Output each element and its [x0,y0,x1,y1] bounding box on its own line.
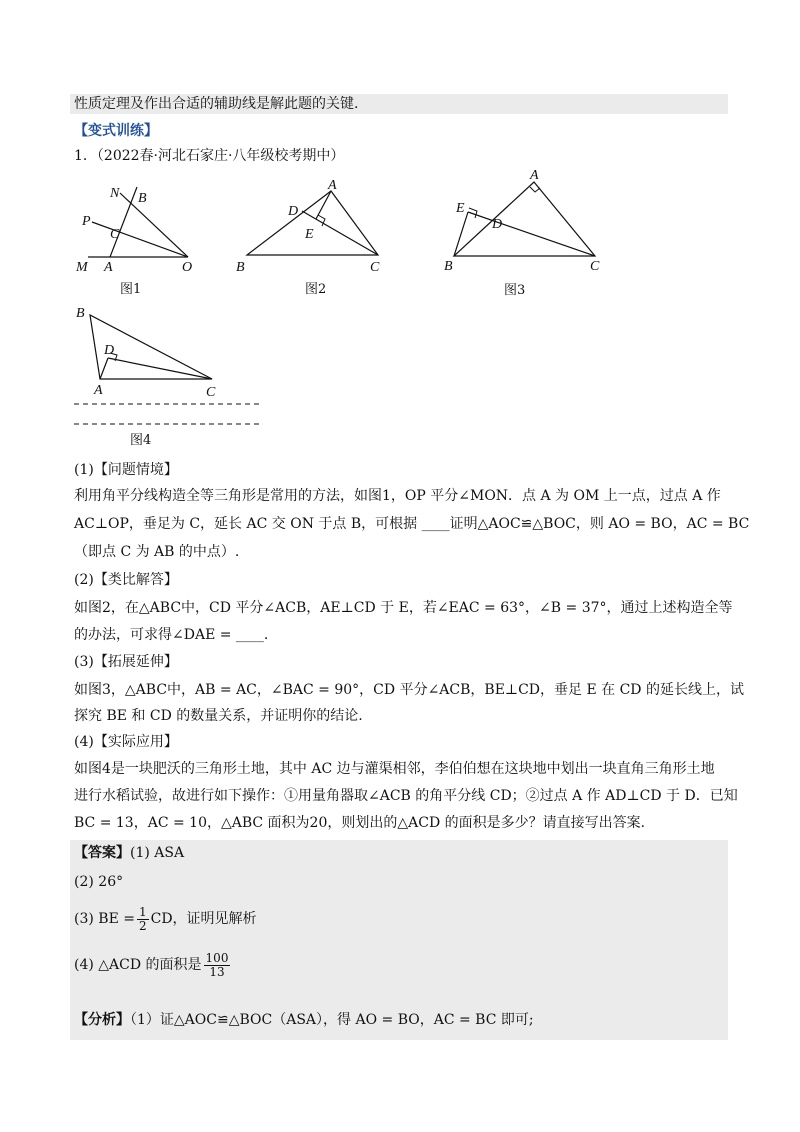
fig3-label-E: E [456,201,465,216]
fig3-caption: 图3 [504,283,526,298]
fig2-label-C: C [370,260,380,275]
figure-3 [440,168,610,298]
answer-3-denominator: 2 [138,918,147,933]
section-title: 【变式训练】 [74,123,158,139]
fig4-label-C: C [206,385,216,400]
part4-line2: 进行水稻试验，故进行如下操作：①用量角器取∠ACB 的角平分线 CD；②过点 A 作 AD⊥CD 于 D．已知 [74,788,738,804]
part1-line3: （即点 C 为 AB 的中点）. [74,544,240,560]
problem-header: 1．（2022春·河北石家庄·八年级校考期中） [74,148,345,164]
answer-label: 【答案】 [74,845,130,861]
fig1-label-C: C [110,227,120,242]
answer-1: (1) ASA [130,845,185,861]
fig1-label-B: B [138,191,147,206]
fig4-caption: 图4 [130,433,152,448]
fig2-label-A: A [328,178,337,193]
part3-line2: 探究 BE 和 CD 的数量关系，并证明你的结论. [74,708,363,724]
part4-line1: 如图4是一块肥沃的三角形土地，其中 AC 边与灌渠相邻，李伯伯想在这块地中划出一块直角三角形土地 [74,761,715,777]
figure-4 [70,300,270,450]
part4-line3: BC = 13，AC = 10，△ABC 面积为20，则划出的△ACD 的面积是多少？请直接写出答案. [74,815,646,831]
fig3-label-A: A [530,168,539,183]
answer-4-denominator: 13 [209,964,225,979]
part2-title: (2)【类比解答】 [74,572,178,588]
fig1-label-O: O [182,260,193,275]
part1-title: (1)【问题情境】 [74,462,178,478]
fig1-label-A: A [104,260,113,275]
answer-4-fraction [204,952,231,979]
part2-line1: 如图2，在△ABC中，CD 平分∠ACB，AE⊥CD 于 E，若∠EAC = 63°，∠B = 37°，通过上述构造全等 [74,600,733,616]
fig1-caption: 图1 [120,282,142,297]
fig2-label-E: E [305,227,314,242]
part3-line1: 如图3，△ABC中，AB = AC，∠BAC = 90°，CD 平分∠ACB，BE⊥CD，垂足 E 在 CD 的延长线上，试 [74,682,744,698]
fig4-label-B: B [76,306,85,321]
answer-3-prefix: (3) BE = [74,911,135,927]
answer-2: (2) 26° [74,874,124,890]
fig3-label-D: D [492,217,503,232]
figure-2 [230,175,395,300]
part1-line1: 利用角平分线构造全等三角形是常用的方法，如图1，OP 平分∠MON．点 A 为 OM 上一点，过点 A 作 [74,488,721,504]
answer-4-prefix: (4) △ACD 的面积是 [74,957,202,973]
answer-row-3 [74,904,257,934]
fig2-label-B: B [236,260,245,275]
answer-3-numerator: 1 [138,904,147,919]
analysis-label: 【分析】 [74,1012,130,1028]
answer-3-fraction [137,906,149,933]
fig1-label-M: M [76,260,88,275]
fig4-label-D: D [104,343,115,358]
fig4-label-A: A [94,383,103,398]
part3-title: (3)【拓展延伸】 [74,654,178,670]
fig2-caption: 图2 [305,282,327,297]
fig2-label-D: D [288,204,299,219]
analysis-text: （1）证△AOC≌△BOC（ASA），得 AO = BO，AC = BC 即可; [130,1012,534,1028]
answer-row-1 [74,843,184,863]
analysis-row [74,1010,534,1030]
answer-4-numerator: 100 [205,950,229,965]
part1-line2: AC⊥OP，垂足为 C，延长 AC 交 ON 于点 B，可根据 ____证明△AOC≌△BOC，则 AO = BO，AC = BC [74,516,750,532]
fig3-label-B: B [444,259,453,274]
part2-line2: 的办法，可求得∠DAE = ____. [74,627,269,643]
fig1-label-P: P [82,214,91,229]
answer-row-4 [74,948,232,982]
answer-3-suffix: CD，证明见解析 [150,911,257,927]
intro-line: 性质定理及作出合适的辅助线是解此题的关键. [74,96,359,112]
part4-title: (4)【实际应用】 [74,734,178,750]
figure-1 [70,175,210,300]
fig1-label-N: N [110,186,120,201]
fig3-label-C: C [590,259,600,274]
